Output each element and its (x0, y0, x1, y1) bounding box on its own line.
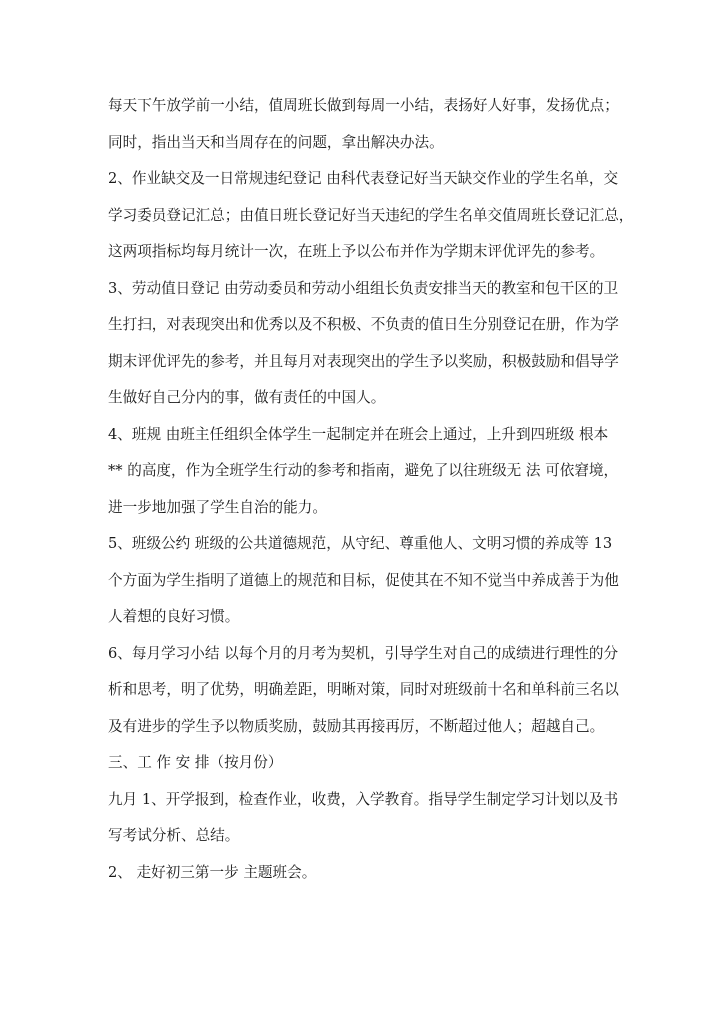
section-heading: 三、工 作 安 排（按月份） (108, 754, 283, 771)
text-line: 九月 1、开学报到，检查作业，收费，入学教育。指导学生制定学习计划以及书 (108, 790, 619, 808)
document-body (108, 88, 634, 891)
text-line: 6、每月学习小结 以每个月的月考为契机，引导学生对自己的成绩进行理性的分 (108, 644, 619, 662)
text-line: 每天下午放学前一小结，值周班长做到每周一小结，表扬好人好事，发扬优点； (108, 97, 619, 114)
text-line: 4、班规 由班主任组织全体学生一起制定并在班会上通过，上升到四班级 根本 (108, 425, 609, 443)
text-line: 这两项指标均每月统计一次，在班上予以公布并作为学期末评优评先的参考。 (108, 243, 605, 260)
text-line: 期末评优评先的参考，并且每月对表现突出的学生予以奖励，积极鼓励和倡导学 (108, 352, 619, 370)
text-line: ** 的高度，作为全班学生行动的参考和指南，避免了以往班级无 法 可依窘境， (108, 462, 619, 479)
text-line: 及有进步的学生予以物质奖励，鼓励其再接再厉，不断超过他人；超越自己。 (108, 717, 605, 735)
text-line: 3、劳动值日登记 由劳动委员和劳动小组组长负责安排当天的教室和包干区的卫 (108, 279, 619, 297)
text-line: 2、作业缺交及一日常规违纪登记 由科代表登记好当天缺交作业的学生名单，交 (108, 170, 619, 187)
text-line: 写考试分析、总结。 (108, 827, 240, 844)
text-line: 2、 走好初三第一步 主题班会。 (108, 863, 317, 881)
text-line: 生做好自己分内的事，做有责任的中国人。 (108, 389, 386, 406)
text-line: 生打扫，对表现突出和优秀以及不积极、不负责的值日生分别登记在册，作为学 (108, 316, 619, 333)
text-line: 5、班级公约 班级的公共道德规范，从守纪、尊重他人、文明习惯的养成等 13 (108, 535, 613, 552)
text-line: 个方面为学生指明了道德上的规范和目标，促使其在不知不觉当中养成善于为他 (108, 571, 619, 589)
text-line: 人着想的良好习惯。 (108, 608, 240, 625)
text-line: 同时，指出当天和当周存在的问题，拿出解决办法。 (108, 133, 444, 151)
text-line: 进一步地加强了学生自治的能力。 (108, 498, 327, 516)
text-line: 学习委员登记汇总；由值日班长登记好当天违纪的学生名单交值周班长登记汇总， (108, 206, 634, 224)
text-line: 析和思考，明了优势，明确差距，明晰对策，同时对班级前十名和单科前三名以 (108, 681, 619, 698)
